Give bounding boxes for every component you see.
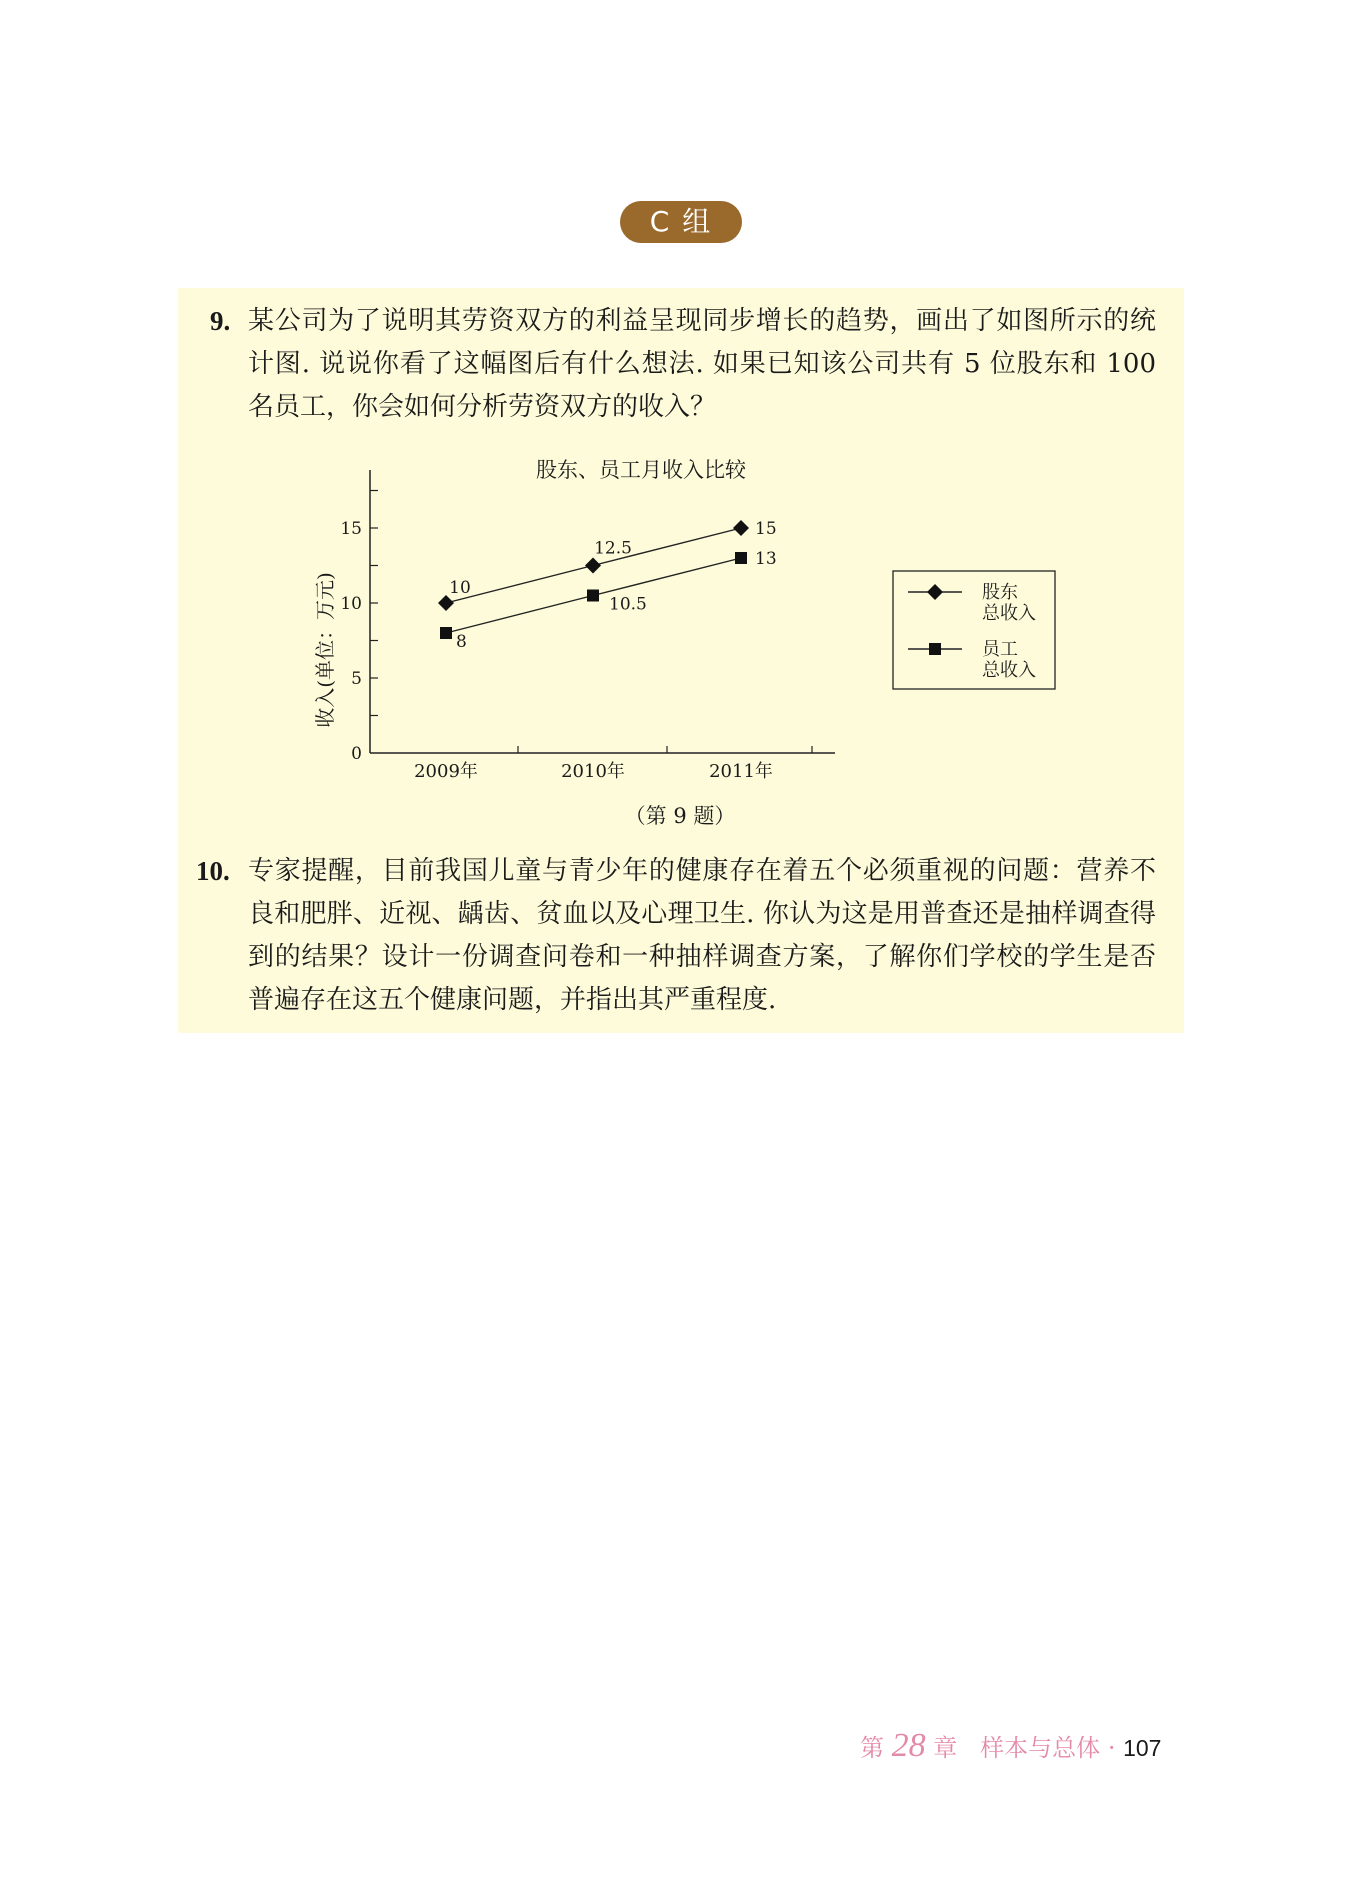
legend-label: 总收入 <box>982 603 1036 624</box>
series-layer <box>438 519 777 652</box>
data-point-diamond <box>585 558 601 574</box>
chapter-number: 28 <box>891 1727 926 1764</box>
page-footer <box>860 1724 1190 1768</box>
legend-label: 总收入 <box>982 660 1036 681</box>
problem-text: 某公司为了说明其劳资双方的利益呈现同步增长的趋势，画出了如图所示的统计图. 说说你看了这幅图后有什么想法. 如果已知该公司共有 5 位股东和 100 名员工，你会如何分析劳资双方的收入？ <box>248 306 1156 422</box>
legend-label: 员工 <box>982 639 1018 660</box>
x-tick-label: 2010年 <box>561 761 625 782</box>
y-tick-label: 15 <box>340 519 362 539</box>
legend-marker-diamond <box>927 584 943 600</box>
data-point-square <box>735 552 747 564</box>
data-label: 10 <box>449 578 471 598</box>
y-tick-label: 5 <box>351 669 362 689</box>
problem-number: 10. <box>196 856 230 886</box>
data-label: 15 <box>755 519 777 539</box>
problem-number: 9. <box>210 306 231 336</box>
problem-text: 专家提醒，目前我国儿童与青少年的健康存在着五个必须重视的问题：营养不良和肥胖、近视、龋齿、贫血以及心理卫生. 你认为这是用普查还是抽样调查得到的结果？设计一份调查问卷和一种抽样调查方案，了解你们学校的学生是否普遍存在这五个健康问题，并指出其严重程度. <box>248 856 1156 1015</box>
data-label: 13 <box>755 549 777 569</box>
data-label: 8 <box>456 632 467 652</box>
data-point-square <box>440 627 452 639</box>
y-tick-label: 10 <box>340 594 362 614</box>
chapter-suffix: 章 <box>933 1734 958 1762</box>
group-label-badge: C 组 <box>620 201 742 243</box>
data-label: 12.5 <box>594 538 632 559</box>
data-label: 10.5 <box>609 594 647 615</box>
chart-axes <box>370 470 835 753</box>
y-axis-label: 收入(单位：万元) <box>313 572 337 728</box>
chart-title: 股东、员工月收入比较 <box>536 458 746 482</box>
legend-label: 股东 <box>982 582 1018 603</box>
problem-10 <box>178 850 1184 1030</box>
chart-legend <box>893 571 1055 689</box>
y-tick-label: 0 <box>351 744 362 764</box>
page-number: 107 <box>1123 1735 1162 1761</box>
chapter-title: 样本与总体 <box>980 1734 1101 1762</box>
footer-separator: · <box>1107 1734 1116 1762</box>
chapter-prefix: 第 <box>860 1734 884 1762</box>
data-point-diamond <box>733 520 749 536</box>
legend-marker-square <box>929 643 941 655</box>
figure-caption: （第 9 题） <box>624 804 736 828</box>
x-tick-label: 2011年 <box>709 761 773 782</box>
x-tick-label: 2009年 <box>414 761 478 782</box>
data-point-square <box>587 590 599 602</box>
